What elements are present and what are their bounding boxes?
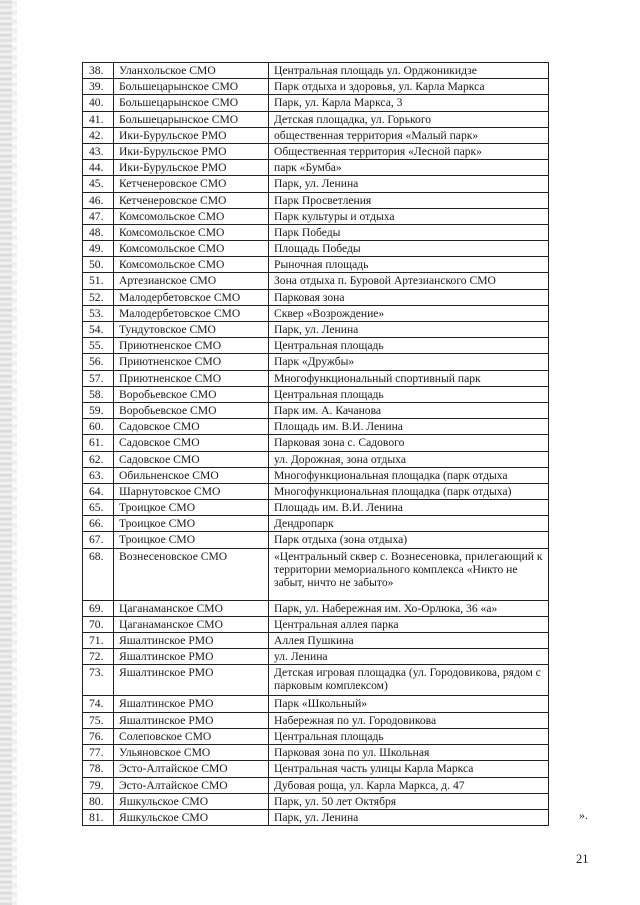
public-space-name: Парковая зона	[269, 289, 549, 305]
table-row	[83, 160, 549, 176]
public-space-name: Парк «Школьный»	[269, 696, 549, 712]
settlement-name: Большецарынское СМО	[114, 111, 269, 127]
table-row	[83, 435, 549, 451]
table-row	[83, 419, 549, 435]
public-space-name: Парк, ул. Ленина	[269, 176, 549, 192]
row-number: 41.	[83, 111, 114, 127]
row-number: 59.	[83, 402, 114, 418]
public-space-name: ул. Дорожная, зона отдыха	[269, 451, 549, 467]
settlement-name: Ульяновское СМО	[114, 744, 269, 760]
settlement-name: Яшалтинское РМО	[114, 649, 269, 665]
table-row	[83, 338, 549, 354]
public-space-name: Парк культуры и отдыха	[269, 208, 549, 224]
public-space-name: Центральная площадь	[269, 338, 549, 354]
row-number: 64.	[83, 483, 114, 499]
public-space-name: общественная территория «Малый парк»	[269, 127, 549, 143]
row-number: 39.	[83, 79, 114, 95]
public-space-name: Парк Победы	[269, 224, 549, 240]
settlement-name: Троицкое СМО	[114, 532, 269, 548]
settlement-name: Артезианское СМО	[114, 273, 269, 289]
settlement-name: Большецарынское СМО	[114, 95, 269, 111]
settlement-name: Обильненское СМО	[114, 467, 269, 483]
public-space-name: парк «Бумба»	[269, 160, 549, 176]
table-row	[83, 305, 549, 321]
settlement-name: Цаганаманское СМО	[114, 600, 269, 616]
settlement-name: Троицкое СМО	[114, 500, 269, 516]
settlement-name: Комсомольское СМО	[114, 208, 269, 224]
table-row	[83, 548, 549, 600]
settlement-name: Кетченеровское СМО	[114, 192, 269, 208]
settlement-name: Приютненское СМО	[114, 354, 269, 370]
public-space-name: Дубовая роща, ул. Карла Маркса, д. 47	[269, 777, 549, 793]
table-row	[83, 402, 549, 418]
row-number: 57.	[83, 370, 114, 386]
public-space-name: «Центральный сквер с. Вознесеновка, прилегающий к территории мемориального комплекса «Никто не забыт, ничто не забыто»	[269, 548, 549, 600]
settlement-name: Кетченеровское СМО	[114, 176, 269, 192]
row-number: 42.	[83, 127, 114, 143]
settlement-name: Шарнутовское СМО	[114, 483, 269, 499]
table-row	[83, 600, 549, 616]
public-space-name: Общественная территория «Лесной парк»	[269, 143, 549, 159]
table-row	[83, 633, 549, 649]
row-number: 78.	[83, 761, 114, 777]
row-number: 43.	[83, 143, 114, 159]
row-number: 61.	[83, 435, 114, 451]
public-space-name: Многофункциональный спортивный парк	[269, 370, 549, 386]
table-body	[83, 63, 549, 826]
settlement-name: Воробьевское СМО	[114, 402, 269, 418]
row-number: 69.	[83, 600, 114, 616]
settlement-name: Комсомольское СМО	[114, 224, 269, 240]
public-space-name: Центральная часть улицы Карла Маркса	[269, 761, 549, 777]
public-space-name: Парковая зона по ул. Школьная	[269, 744, 549, 760]
public-space-name: Дендропарк	[269, 516, 549, 532]
row-number: 38.	[83, 63, 114, 79]
table-row	[83, 143, 549, 159]
public-space-name: Парк, ул. 50 лет Октября	[269, 793, 549, 809]
row-number: 52.	[83, 289, 114, 305]
row-number: 73.	[83, 665, 114, 696]
row-number: 65.	[83, 500, 114, 516]
table-row	[83, 712, 549, 728]
public-space-name: Многофункциональная площадка (парк отдыха	[269, 467, 549, 483]
settlement-name: Яшкульское СМО	[114, 793, 269, 809]
public-space-name: ул. Ленина	[269, 649, 549, 665]
row-number: 68.	[83, 548, 114, 600]
scan-edge	[0, 0, 12, 905]
public-space-name: Парк, ул. Набережная им. Хо-Орлюка, 36 «а»	[269, 600, 549, 616]
public-space-name: Центральная площадь	[269, 728, 549, 744]
table-row	[83, 241, 549, 257]
settlement-name: Яшалтинское РМО	[114, 696, 269, 712]
settlement-name: Малодербетовское СМО	[114, 289, 269, 305]
settlement-name: Яшалтинское РМО	[114, 712, 269, 728]
table-row	[83, 483, 549, 499]
table-row	[83, 192, 549, 208]
table-row	[83, 696, 549, 712]
public-space-name: Парковая зона с. Садового	[269, 435, 549, 451]
settlement-name: Малодербетовское СМО	[114, 305, 269, 321]
public-space-name: Парк, ул. Ленина	[269, 322, 549, 338]
public-space-name: Детская площадка, ул. Горького	[269, 111, 549, 127]
row-number: 58.	[83, 386, 114, 402]
public-space-name: Детская игровая площадка (ул. Городовикова, рядом с парковым комплексом)	[269, 665, 549, 696]
table-row	[83, 111, 549, 127]
settlement-name: Большецарынское СМО	[114, 79, 269, 95]
table-row	[83, 63, 549, 79]
public-space-name: Аллея Пушкина	[269, 633, 549, 649]
table-row	[83, 208, 549, 224]
settlement-name: Уланхольское СМО	[114, 63, 269, 79]
row-number: 70.	[83, 616, 114, 632]
settlement-name: Эсто-Алтайское СМО	[114, 777, 269, 793]
table-row	[83, 728, 549, 744]
public-space-name: Парк, ул. Карла Маркса, 3	[269, 95, 549, 111]
table-row	[83, 354, 549, 370]
row-number: 46.	[83, 192, 114, 208]
row-number: 40.	[83, 95, 114, 111]
table-row	[83, 289, 549, 305]
scan-edge-shadow	[12, 0, 17, 905]
row-number: 80.	[83, 793, 114, 809]
public-spaces-table	[82, 62, 549, 826]
table-row	[83, 793, 549, 809]
row-number: 49.	[83, 241, 114, 257]
row-number: 77.	[83, 744, 114, 760]
settlement-name: Ики-Бурульское РМО	[114, 127, 269, 143]
public-space-name: Площадь им. В.И. Ленина	[269, 419, 549, 435]
row-number: 72.	[83, 649, 114, 665]
row-number: 50.	[83, 257, 114, 273]
public-space-name: Парк им. А. Качанова	[269, 402, 549, 418]
public-space-name: Парк отдыха (зона отдыха)	[269, 532, 549, 548]
row-number: 75.	[83, 712, 114, 728]
settlement-name: Приютненское СМО	[114, 370, 269, 386]
row-number: 54.	[83, 322, 114, 338]
public-space-name: Набережная по ул. Городовикова	[269, 712, 549, 728]
row-number: 79.	[83, 777, 114, 793]
settlement-name: Комсомольское СМО	[114, 257, 269, 273]
settlement-name: Яшалтинское РМО	[114, 633, 269, 649]
public-space-name: Площадь им. В.И. Ленина	[269, 500, 549, 516]
public-space-name: Зона отдыха п. Буровой Артезианского СМО	[269, 273, 549, 289]
settlement-name: Яшалтинское РМО	[114, 665, 269, 696]
table-row	[83, 95, 549, 111]
settlement-name: Садовское СМО	[114, 435, 269, 451]
settlement-name: Вознесеновское СМО	[114, 548, 269, 600]
public-space-name: Сквер «Возрождение»	[269, 305, 549, 321]
table-row	[83, 809, 549, 825]
table-row	[83, 224, 549, 240]
row-number: 81.	[83, 809, 114, 825]
table-row	[83, 532, 549, 548]
row-number: 44.	[83, 160, 114, 176]
table-row	[83, 257, 549, 273]
table-row	[83, 127, 549, 143]
settlement-name: Солеповское СМО	[114, 728, 269, 744]
table-row	[83, 665, 549, 696]
table-row	[83, 761, 549, 777]
row-number: 62.	[83, 451, 114, 467]
table-row	[83, 649, 549, 665]
public-space-name: Центральная площадь	[269, 386, 549, 402]
public-space-name: Многофункциональная площадка (парк отдыха)	[269, 483, 549, 499]
table-row	[83, 176, 549, 192]
row-number: 47.	[83, 208, 114, 224]
table-row	[83, 273, 549, 289]
settlement-name: Яшкульское СМО	[114, 809, 269, 825]
page-number: 21	[576, 852, 589, 866]
row-number: 63.	[83, 467, 114, 483]
row-number: 45.	[83, 176, 114, 192]
row-number: 76.	[83, 728, 114, 744]
public-space-name: Центральная аллея парка	[269, 616, 549, 632]
table-row	[83, 79, 549, 95]
row-number: 51.	[83, 273, 114, 289]
settlement-name: Приютненское СМО	[114, 338, 269, 354]
row-number: 60.	[83, 419, 114, 435]
settlement-name: Эсто-Алтайское СМО	[114, 761, 269, 777]
settlement-name: Троицкое СМО	[114, 516, 269, 532]
settlement-name: Садовское СМО	[114, 451, 269, 467]
public-space-name: Парк отдыха и здоровья, ул. Карла Маркса	[269, 79, 549, 95]
table-row	[83, 744, 549, 760]
row-number: 55.	[83, 338, 114, 354]
table-row	[83, 370, 549, 386]
table-row	[83, 386, 549, 402]
table-row	[83, 777, 549, 793]
row-number: 56.	[83, 354, 114, 370]
public-space-name: Центральная площадь ул. Орджоникидзе	[269, 63, 549, 79]
closing-quote-mark: ».	[579, 808, 588, 822]
settlement-name: Ики-Бурульское РМО	[114, 143, 269, 159]
table-row	[83, 500, 549, 516]
table-row	[83, 451, 549, 467]
row-number: 67.	[83, 532, 114, 548]
table-row	[83, 516, 549, 532]
row-number: 48.	[83, 224, 114, 240]
public-space-name: Парк «Дружбы»	[269, 354, 549, 370]
public-space-name: Рыночная площадь	[269, 257, 549, 273]
settlement-name: Воробьевское СМО	[114, 386, 269, 402]
settlement-name: Садовское СМО	[114, 419, 269, 435]
public-space-name: Парк Просветления	[269, 192, 549, 208]
settlement-name: Цаганаманское СМО	[114, 616, 269, 632]
table-row	[83, 322, 549, 338]
public-space-name: Площадь Победы	[269, 241, 549, 257]
row-number: 66.	[83, 516, 114, 532]
row-number: 74.	[83, 696, 114, 712]
table-row	[83, 616, 549, 632]
settlement-name: Ики-Бурульское РМО	[114, 160, 269, 176]
table-row	[83, 467, 549, 483]
settlement-name: Тундутовское СМО	[114, 322, 269, 338]
row-number: 71.	[83, 633, 114, 649]
public-space-name: Парк, ул. Ленина	[269, 809, 549, 825]
row-number: 53.	[83, 305, 114, 321]
settlement-name: Комсомольское СМО	[114, 241, 269, 257]
